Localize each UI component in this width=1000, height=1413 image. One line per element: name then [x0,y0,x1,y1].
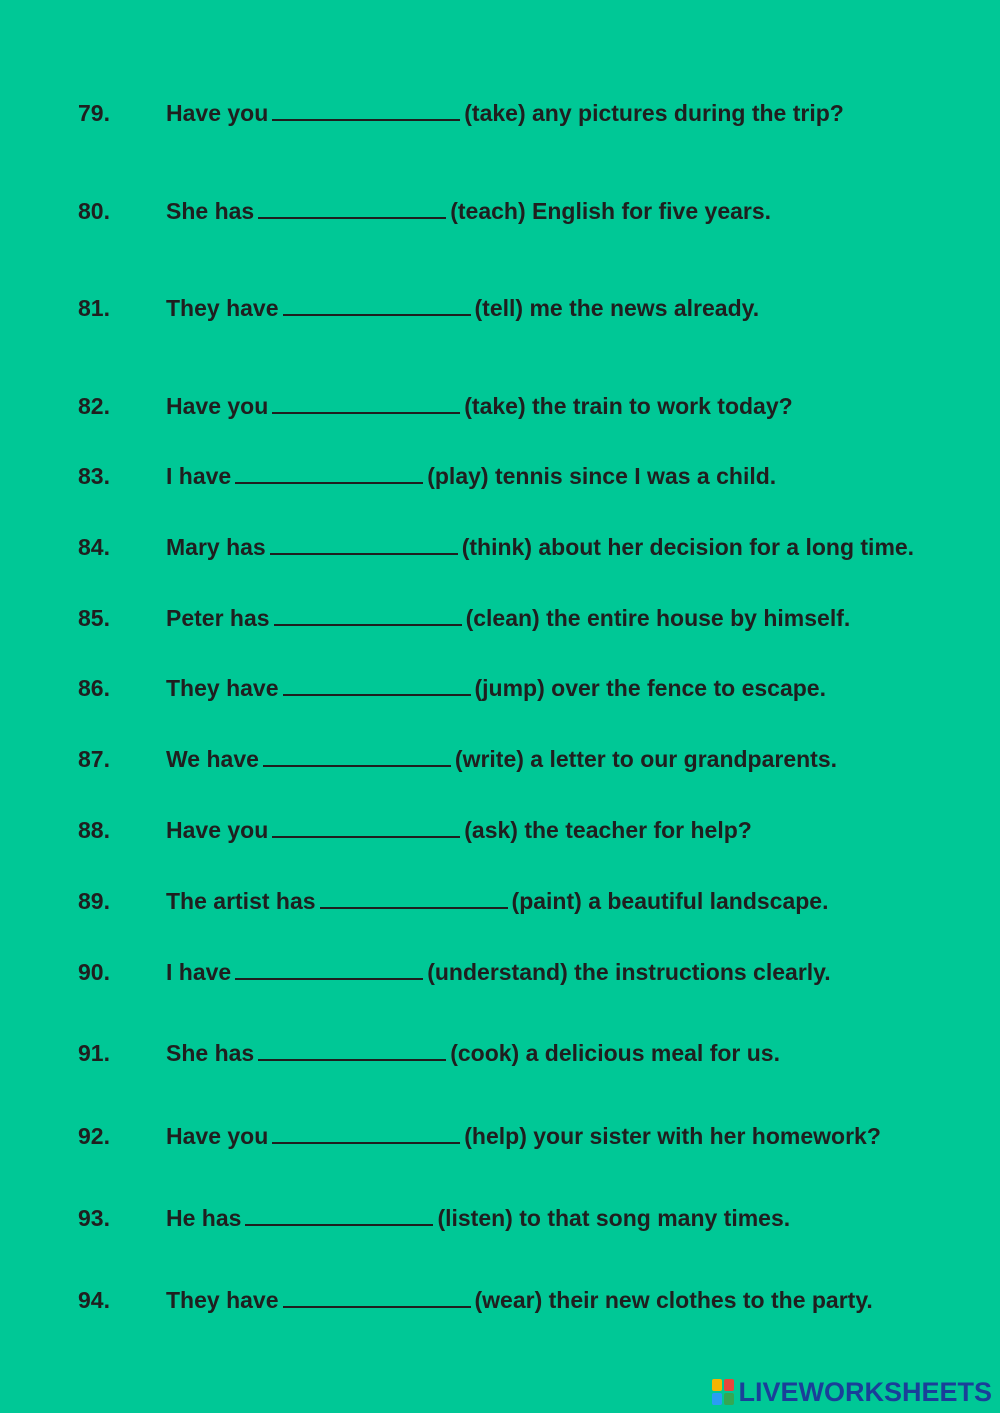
item-number: 81. [78,295,110,321]
item-sentence [166,745,837,773]
answer-blank[interactable] [245,1204,433,1226]
item-number: 86. [78,675,110,701]
item-sentence [166,887,828,915]
sentence-start: I have [166,959,232,985]
item-sentence [166,294,759,322]
sentence-start: She has [166,198,255,224]
answer-blank[interactable] [274,604,462,626]
answer-blank[interactable] [272,1122,460,1144]
sentence-end: (ask) the teacher for help? [464,817,752,843]
sentence-start: They have [166,675,279,701]
sentence-start: She has [166,1040,255,1066]
answer-blank[interactable] [263,745,451,767]
sentence-end: (cook) a delicious meal for us. [450,1040,780,1066]
sentence-start: I have [166,463,232,489]
sentence-start: Have you [166,100,269,126]
item-sentence [166,1204,790,1232]
item-number: 82. [78,393,110,419]
item-sentence [166,392,793,420]
sentence-start: We have [166,746,259,772]
answer-blank[interactable] [272,816,460,838]
item-number: 87. [78,746,110,772]
logo-tile [712,1379,722,1391]
sentence-end: (take) the train to work today? [464,393,793,419]
answer-blank[interactable] [235,958,423,980]
sentence-start: Mary has [166,534,266,560]
answer-blank[interactable] [272,392,460,414]
answer-blank[interactable] [235,462,423,484]
item-sentence [166,816,752,844]
item-number: 80. [78,198,110,224]
sentence-end: (wear) their new clothes to the party. [474,1287,873,1313]
item-number: 83. [78,463,110,489]
sentence-end: (help) your sister with her homework? [464,1123,881,1149]
item-number: 94. [78,1287,110,1313]
sentence-end: (think) about her decision for a long time. [461,534,915,560]
item-sentence [166,674,826,702]
item-number: 93. [78,1205,110,1231]
item-sentence [166,462,776,490]
sentence-end: (play) tennis since I was a child. [427,463,777,489]
item-sentence [166,1122,881,1150]
sentence-start: He has [166,1205,242,1231]
logo-text: LIVEWORKSHEETS [738,1376,992,1407]
item-sentence [166,958,831,986]
answer-blank[interactable] [320,887,508,909]
item-sentence [166,99,844,127]
answer-blank[interactable] [258,197,446,219]
answer-blank[interactable] [283,294,471,316]
answer-blank[interactable] [283,674,471,696]
item-sentence [166,1286,873,1314]
sentence-end: (write) a letter to our grandparents. [454,746,838,772]
answer-blank[interactable] [258,1039,446,1061]
sentence-start: The artist has [166,888,316,914]
item-number: 91. [78,1040,110,1066]
logo-tile [724,1379,734,1391]
sentence-start: Peter has [166,605,270,631]
sentence-start: Have you [166,1123,269,1149]
item-number: 79. [78,100,110,126]
answer-blank[interactable] [283,1286,471,1308]
sentence-end: (clean) the entire house by himself. [465,605,851,631]
item-sentence [166,197,771,225]
sentence-end: (listen) to that song many times. [437,1205,791,1231]
sentence-end: (jump) over the fence to escape. [474,675,826,701]
logo-tile [724,1393,734,1405]
sentence-end: (understand) the instructions clearly. [427,959,831,985]
item-number: 85. [78,605,110,631]
sentence-start: They have [166,1287,279,1313]
logo-tile [712,1393,722,1405]
item-number: 92. [78,1123,110,1149]
sentence-start: Have you [166,393,269,419]
logo-mark-icon [712,1379,734,1405]
answer-blank[interactable] [272,99,460,121]
sentence-start: They have [166,295,279,321]
item-number: 88. [78,817,110,843]
sentence-end: (teach) English for five years. [450,198,772,224]
item-number: 89. [78,888,110,914]
item-sentence [166,604,850,632]
liveworksheets-logo [712,1377,992,1407]
item-sentence [166,533,914,561]
sentence-end: (tell) me the news already. [474,295,760,321]
item-number: 84. [78,534,110,560]
sentence-end: (paint) a beautiful landscape. [511,888,829,914]
item-sentence [166,1039,780,1067]
sentence-start: Have you [166,817,269,843]
sentence-end: (take) any pictures during the trip? [464,100,844,126]
item-number: 90. [78,959,110,985]
answer-blank[interactable] [270,533,458,555]
